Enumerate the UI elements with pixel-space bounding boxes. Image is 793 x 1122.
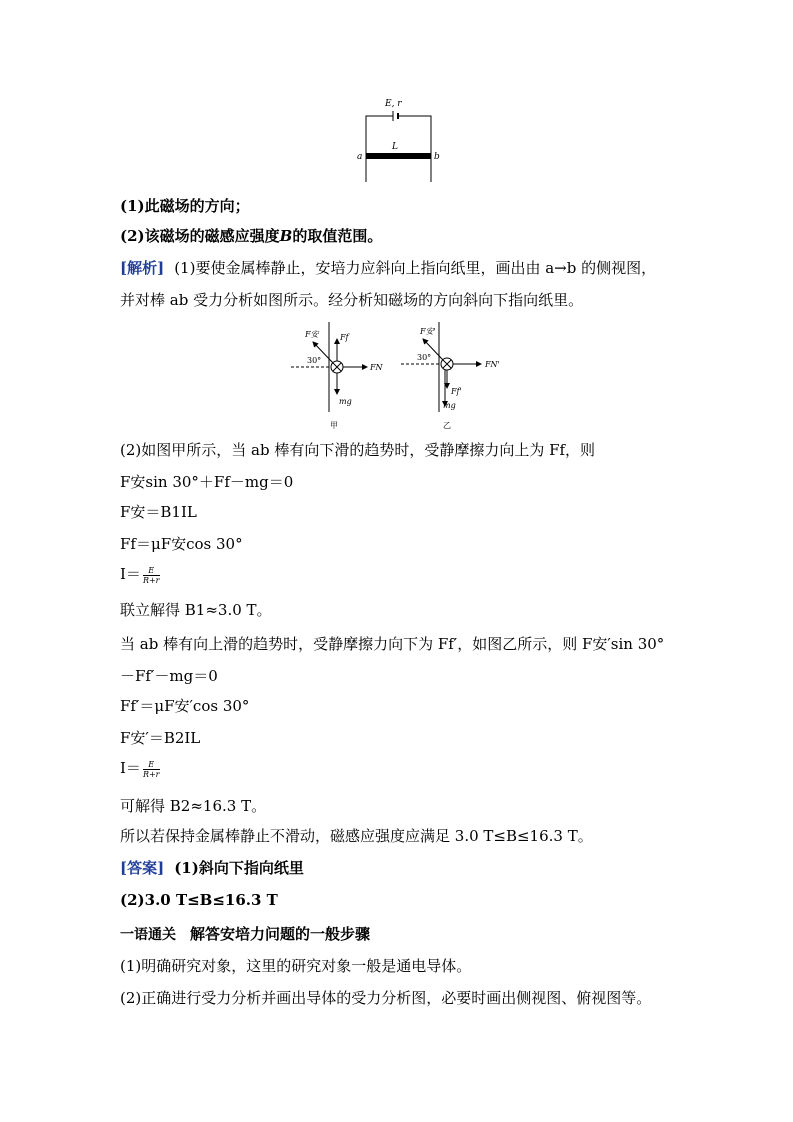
case1-eq2: F安＝B1IL [120,503,197,521]
case1-eq3: Ff＝μF安cos 30° [120,535,243,553]
summary-heading: 一语通关 解答安培力问题的一般步骤 [120,925,371,943]
svg-text:F安': F安' [420,327,436,336]
rod-end-a: a [357,152,363,162]
conclusion: 所以若保持金属棒静止不滑动，磁感应强度应满足 3.0 T≤B≤16.3 T。 [120,827,593,845]
svg-text:FN': FN' [485,360,500,369]
case2-eq4: I＝ $\frac{E}{R+r}$ [120,759,160,779]
question-1: (1)此磁场的方向； [120,197,250,215]
answer-line-2: (2)3.0 T≤B≤16.3 T [120,891,278,909]
circuit-diagram [355,92,445,184]
rod-length-label: L [392,142,398,152]
case1-eq1: F安sin 30°＋Ff－mg＝0 [120,473,294,491]
force-diagrams [285,322,515,434]
answer-line-1: [答案] (1)斜向下指向纸里 [120,859,304,877]
case2-result: 可解得 B2≈16.3 T。 [120,797,267,815]
answer-tag: [答案] [120,859,165,877]
battery-label: E, r [385,99,402,109]
svg-text:乙: 乙 [443,421,451,430]
summary-step-1: (1)明确研究对象，这里的研究对象一般是通电导体。 [120,957,472,975]
svg-text:FN: FN [370,363,383,372]
summary-key: 一语通关 [120,927,176,943]
case2-eq3: F安′＝B2IL [120,729,201,747]
analysis-line-2: 并对棒 ab 受力分析如图所示。经分析知磁场的方向斜向下指向纸里。 [120,291,584,309]
svg-text:F安: F安 [305,330,319,339]
case2-eq1: －Ff′－mg＝0 [120,667,218,685]
svg-text:30°: 30° [307,356,322,365]
svg-text:Ff: Ff [340,333,349,342]
svg-text:Ff': Ff' [451,387,462,396]
analysis-line-1: [解析] (1)要使金属棒静止，安培力应斜向上指向纸里，画出由 a→b 的侧视图， [120,259,657,277]
case2-intro: 当 ab 棒有向上滑的趋势时，受静摩擦力向下为 Ff′，如图乙所示，则 F安′sin 30° [120,635,665,653]
case2-eq2: Ff′＝μF安′cos 30° [120,697,250,715]
question-2: (2)该磁场的磁感应强度B的取值范围。 [120,227,383,245]
case1-result: 联立解得 B1≈3.0 T。 [120,601,272,619]
case1-intro: (2)如图甲所示，当 ab 棒有向下滑的趋势时，受静摩擦力向上为 Ff，则 [120,441,596,459]
case1-eq4: I＝ $\frac{E}{R+r}$ [120,565,160,585]
svg-text:mg: mg [443,401,456,410]
svg-text:30°: 30° [417,353,432,362]
force-diagram-left [291,322,384,430]
force-diagram-right [401,322,500,430]
rod-end-b: b [434,152,440,162]
analysis-tag: [解析] [120,259,165,277]
summary-step-2: (2)正确进行受力分析并画出导体的受力分析图，必要时画出侧视图、俯视图等。 [120,989,652,1007]
metal-rod [366,153,431,159]
svg-text:甲: 甲 [330,421,338,430]
svg-text:mg: mg [339,397,352,406]
